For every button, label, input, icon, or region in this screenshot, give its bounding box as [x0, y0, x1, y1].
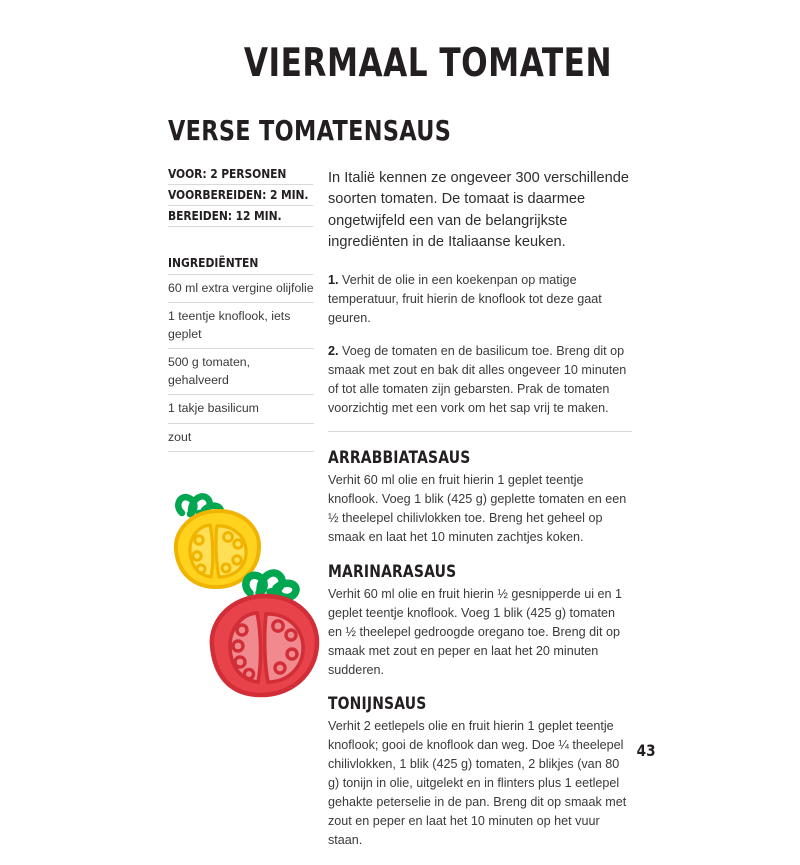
- variant-body: Verhit 60 ml olie en fruit hierin ½ gesnipperde ui en 1 geplet teentje knoflook. Voeg 1 blik (425 g) tomaten en ½ theelepel gedroogde oregano toe. Breng dit op smaak met zout en peper en laat het 20 minuten sudderen.: [328, 586, 623, 677]
- meta-servings: VOOR: 2 PERSONEN: [168, 166, 314, 185]
- ingredient-item: 1 takje basilicum: [168, 395, 314, 423]
- ingredient-item: 500 g tomaten, gehalveerd: [168, 349, 314, 395]
- intro-paragraph: In Italië kennen ze ongeveer 300 verschillende soorten tomaten. De tomaat is daarmee ongetwijfeld een van de belangrijkste ingrediënten in de Italiaanse keuken.: [328, 170, 629, 250]
- ingredient-item: zout: [168, 424, 314, 452]
- recipe-info-column: [168, 166, 314, 452]
- red-tomato-stem-icon: [246, 573, 296, 597]
- red-tomato-body: [212, 596, 317, 695]
- variant-title: ARRABBIATASAUS: [328, 448, 471, 469]
- variant-arrabbiatasaus: [328, 448, 632, 547]
- page-number: 43: [636, 741, 656, 760]
- meta-cook-time: BEREIDEN: 12 MIN.: [168, 206, 314, 227]
- recipe-title: VERSE TOMATENSAUS: [168, 114, 452, 147]
- recipe-content-column: [328, 168, 632, 865]
- meta-prep-time: VOORBEREIDEN: 2 MIN.: [168, 185, 314, 206]
- halved-tomatoes-illustration: [160, 480, 325, 715]
- step-number: 2.: [328, 343, 339, 358]
- variant-title: MARINARASAUS: [328, 561, 457, 582]
- ingredient-item: 1 teentje knoflook, iets geplet: [168, 303, 314, 349]
- variant-tonijnsaus: [328, 694, 632, 849]
- section-divider: [328, 431, 632, 432]
- variant-title: TONIJNSAUS: [328, 694, 427, 715]
- recipe-step: [328, 271, 632, 328]
- page-title: VIERMAAL TOMATEN: [243, 41, 613, 86]
- variant-body: Verhit 2 eetlepels olie en fruit hierin 1 geplet teentje knoflook; gooi de knoflook dan weg. Doe ¼ theelepel chilivlokken, 1 blik (425 g) tomaten, 2 blikjes (van 80 g) tonijn in olie, uitgelekt en in flinters plus 1 eetlepel gehakte peterselie in de pan. Breng dit op smaak met zout en peper en laat het 10 minuten op het vuur staan.: [328, 719, 627, 847]
- step-text: Voeg de tomaten en de basilicum toe. Breng dit op smaak met zout en bak dit alles ongeveer 10 minuten of tot alle tomaten zijn gebarsten. Prak de tomaten voorzichtig met een vork om het sap vrij te maken.: [328, 343, 627, 415]
- step-text: Verhit de olie in een koekenpan op matige temperatuur, fruit hierin de knoflook tot deze gaat geuren.: [328, 273, 602, 325]
- ingredient-item: 60 ml extra vergine olijfolie: [168, 275, 314, 303]
- recipe-step: [328, 342, 632, 418]
- step-number: 1.: [328, 273, 339, 288]
- ingredients-heading: INGREDIËNTEN: [168, 255, 314, 275]
- variant-body: Verhit 60 ml olie en fruit hierin 1 geplet teentje knoflook. Voeg 1 blik (425 g) geplette tomaten en een ½ theelepel chilivlokken toe. Breng het geheel op smaak en laat het 10 minuten zachtjes koken.: [328, 473, 627, 545]
- variant-marinarasaus: [328, 562, 632, 679]
